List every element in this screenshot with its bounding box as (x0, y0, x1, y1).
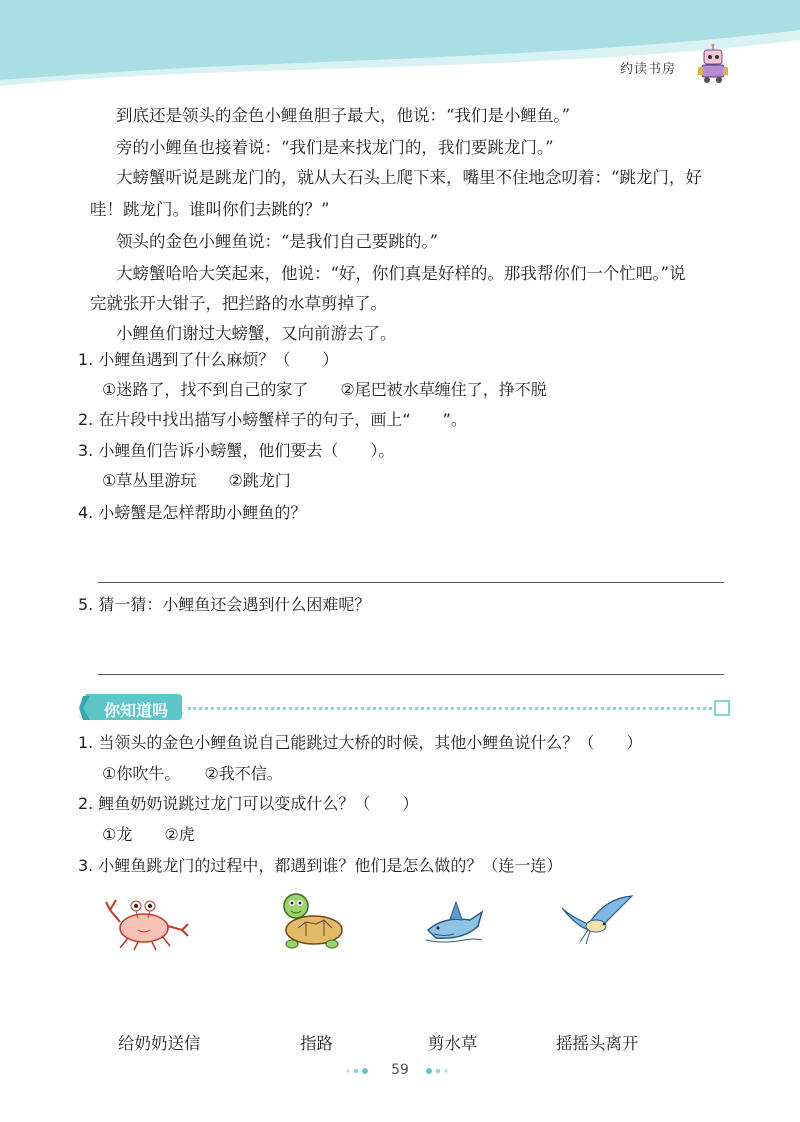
section-title: 你知道吗 (104, 701, 169, 720)
question-1-options[interactable]: ①迷路了，找不到自己的家了 ②尾巴被水草缠住了，挣不脱 (102, 380, 547, 399)
passage-line-6: 大螃蟹哈哈大笑起来，他说：“好，你们真是好样的。那我帮你们一个忙吧。”说 (116, 264, 686, 283)
question-5: 5. 猜一猜：小鲤鱼还会遇到什么困难呢？ (78, 595, 371, 614)
robot-mascot-icon (696, 44, 730, 84)
swallow-icon[interactable] (560, 894, 634, 946)
passage-line-1: 到底还是领头的金色小鲤鱼胆子最大，他说：“我们是小鲤鱼。” (116, 106, 571, 125)
shark-icon[interactable] (424, 890, 486, 948)
answer-label-4[interactable]: 摇摇头离开 (556, 1034, 639, 1053)
crab-icon[interactable] (104, 890, 190, 952)
section-question-1-options[interactable]: ①你吹牛。 ②我不信。 (102, 764, 283, 783)
header-title: 约读书房 (620, 62, 677, 77)
section-square-icon (714, 700, 730, 716)
turtle-icon[interactable] (276, 888, 348, 952)
answer-line-4[interactable] (98, 582, 724, 583)
section-dotted-rule (188, 707, 712, 710)
page-number-area (340, 1058, 460, 1082)
section-question-2: 2. 鲤鱼奶奶说跳过龙门可以变成什么？（ ） (78, 794, 419, 813)
answer-label-1[interactable]: 给奶奶送信 (118, 1034, 201, 1053)
passage-line-8: 小鲤鱼们谢过大螃蟹，又向前游去了。 (116, 324, 397, 343)
section-question-1: 1. 当领头的金色小鲤鱼说自己能跳过大桥的时候，其他小鲤鱼说什么？（ ） (78, 733, 643, 752)
question-3-options[interactable]: ①草丛里游玩 ②跳龙门 (102, 471, 291, 490)
header-wave-band (0, 0, 800, 100)
answer-label-3[interactable]: 剪水草 (428, 1034, 478, 1053)
passage-line-2: 旁的小鲤鱼也接着说：“我们是来找龙门的，我们要跳龙门。” (116, 138, 554, 157)
passage-line-7: 完就张开大钳子，把拦路的水草剪掉了。 (90, 294, 387, 313)
question-1: 1. 小鲤鱼遇到了什么麻烦？（ ） (78, 350, 339, 369)
page-number: 59 (391, 1062, 409, 1078)
question-3: 3. 小鲤鱼们告诉小螃蟹，他们要去（ ）。 (78, 441, 395, 460)
section-question-3: 3. 小鲤鱼跳龙门的过程中，都遇到谁？他们是怎么做的？（连一连） (78, 856, 563, 875)
answer-label-2[interactable]: 指路 (300, 1034, 333, 1053)
question-2: 2. 在片段中找出描写小螃蟹样子的句子，画上“ ”。 (78, 410, 467, 429)
answer-line-5[interactable] (98, 674, 724, 675)
question-4: 4. 小螃蟹是怎样帮助小鲤鱼的？ (78, 503, 307, 522)
passage-line-3: 大螃蟹听说是跳龙门的，就从大石头上爬下来，嘴里不住地念叨着：“跳龙门，好 (116, 168, 702, 187)
passage-line-5: 领头的金色小鲤鱼说：“是我们自己要跳的。” (116, 232, 439, 251)
section-question-2-options[interactable]: ①龙 ②虎 (102, 825, 195, 844)
section-header (74, 692, 730, 724)
passage-line-4: 哇！跳龙门。谁叫你们去跳的？” (90, 200, 330, 219)
